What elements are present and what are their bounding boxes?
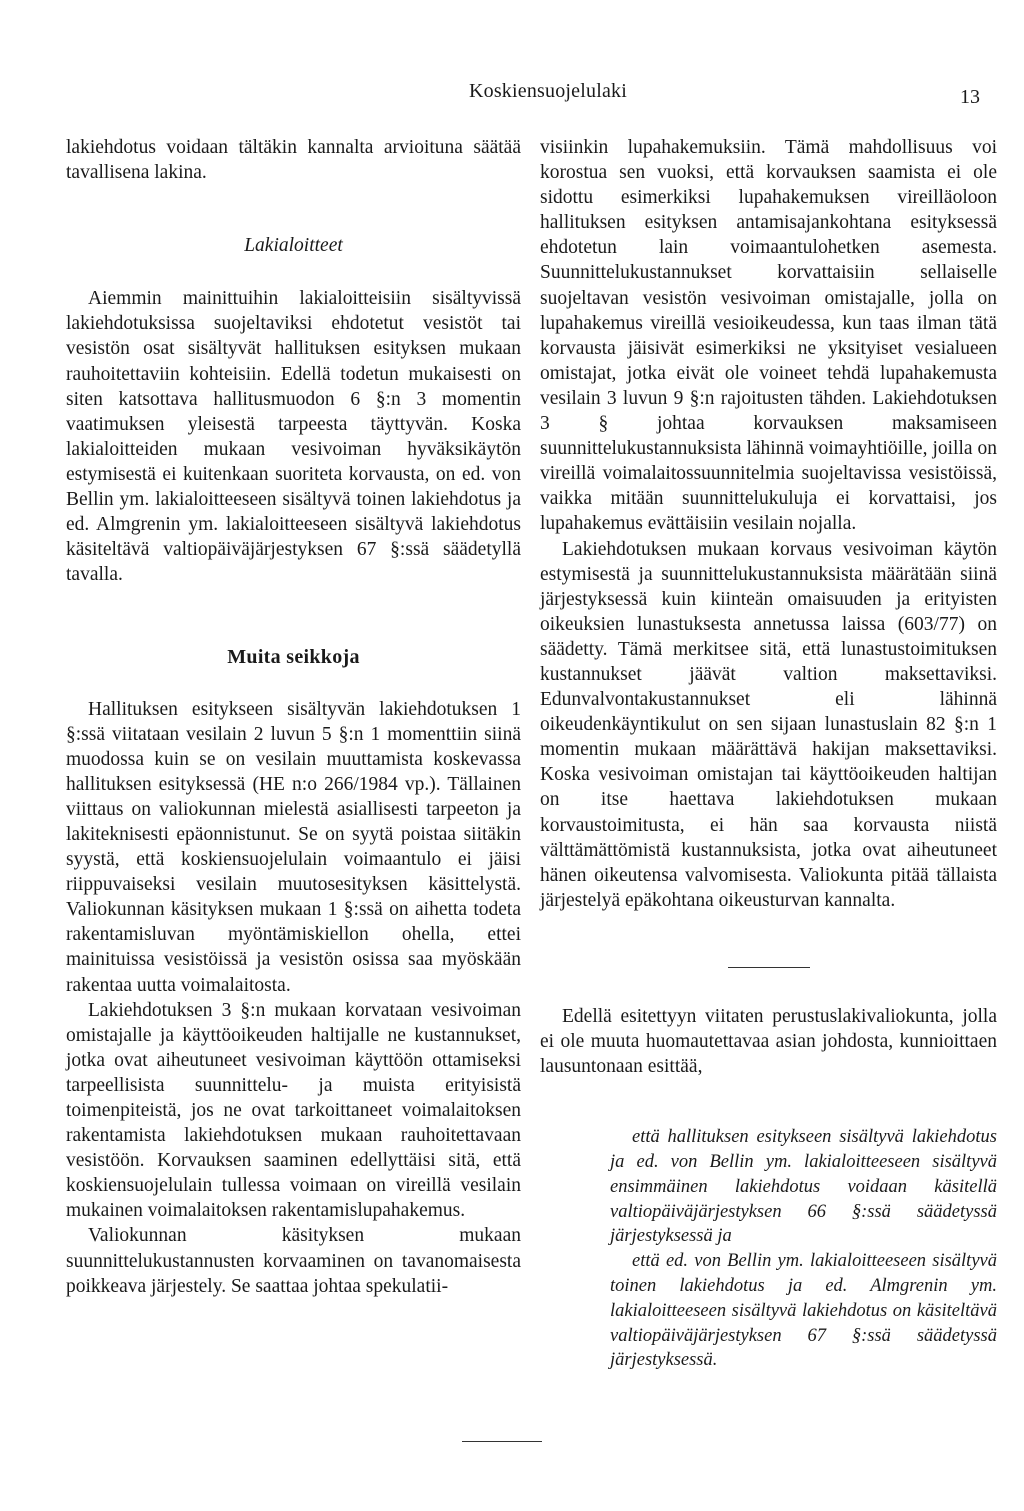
compensation-paragraph: Lakiehdotuksen mukaan korvaus vesivoiman käytön estymisestä ja suunnittelukustannuksista määrätään siinä järjestyksessä kuin kiinteän omaisuuden ja erityisten oikeuksien lunastuksesta annetussa laissa (603/77) on säädetty. Tämä merkitsee sitä, että lunastustoimituksen kustannukset jäävät valtion maksettaviksi. Edunvalvontakustannukset eli lähinnä oikeudenkäyntikulut on sen sijaan lunastuslain 82 §:n 1 momentin mukaan määrättävä hakijan maksettaviksi. Koska vesivoiman omistajan tai käyttöoikeuden haltijan on itse haettava lakiehdotuksen mukaan korvaustoimitusta, ei hän saa korvausta niistä välttämättömistä kustannuksista, jotka ovat aiheutuneet hänen oikeutensa valvomisesta. Valiokunta pitää tällaista järjestelyä epäkohtana oikeusturvan kannalta. <box>540 538 997 911</box>
opening-paragraph: lakiehdotus voidaan tältäkin kannalta arvioituna säätää tavallisena lakina. <box>66 137 521 184</box>
initiatives-paragraph: Aiemmin mainittuihin lakialoitteisiin sisältyvissä lakiehdotuksissa suojeltaviksi ehdotetut vesistöt tai vesistön osat sisältyvät hallituksen esityksen mukaan rauhoitettaviin kohteisiin. Edellä todetun mukaisesti on siten katsottava hallitusmuodon 6 §:n 3 momentin vaatimuksen yleisestä tarpeesta täyttyvän. Koska lakialoitteiden mukaan vesivoiman hyväksikäytön estymisestä ei kuitenkaan suoriteta korvausta, on ed. von Bellin ym. lakialoitteeseen sisältyvä toinen lakiehdotus ja ed. Almgrenin ym. lakialoitteeseen sisältyvä lakiehdotus käsiteltävä valtiopäiväjärjestyksen 67 §:ssä säädetyllä tavalla. <box>66 288 521 586</box>
proposal-item: että hallituksen esitykseen sisältyvä lakiehdotus ja ed. von Bellin ym. lakialoitteeseen sisältyvä ensimmäinen lakiehdotus voidaan käsitellä valtiopäiväjärjestyksen 66 §:ssä säädetyssä järjestyksessä ja <box>610 1127 997 1247</box>
conclusion-paragraph: Edellä esitettyyn viitaten perustuslakivaliokunta, jolla ei ole muuta huomautettavaa asian johdosta, kunnioittaen lausuntonaan esittää, <box>540 1005 997 1078</box>
body-paragraph: Valiokunnan käsityksen mukaan suunnittelukustannusten korvaaminen on tavanomaisesta poikkeava järjestely. Se saattaa johtaa spekulatii- <box>66 1225 521 1297</box>
section-divider <box>728 967 810 968</box>
proposal-block <box>610 1125 997 1373</box>
section-heading-lakialoitteet: Lakialoitteet <box>244 235 343 257</box>
section-heading-muita-seikkoja: Muita seikkoja <box>227 646 360 669</box>
body-paragraph: Hallituksen esitykseen sisältyvän lakiehdotuksen 1 §:ssä viitataan vesilain 2 luvun 5 §:n 1 momenttiin siinä muodossa kuin se on vesilain muuttamista koskevassa hallituksen esityksessä (HE n:o 266/1984 vp.). Tällainen viittaus on valiokunnan mielestä asiallisesti tarpeeton ja lakiteknisesti epäonnistunut. Se on syytä poistaa siitäkin syystä, että koskiensuojelulain voimaantulo ei jäisi riippuvaiseksi vesilain muutosesityksen käsittelystä. Valiokunnan käsityksen mukaan 1 §:ssä on aihetta todeta rakentamisluvan myöntämiskiellon ohella, ettei mainituissa vesistöissä ja vesistön osissa saa myöskään rakentaa uutta voimalaitosta. <box>66 698 521 996</box>
page-number: 13 <box>960 86 980 108</box>
left-column <box>66 135 521 1299</box>
right-column <box>540 135 997 1373</box>
proposal-item: että ed. von Bellin ym. lakialoitteeseen sisältyvä toinen lakiehdotus ja ed. Almgrenin ym. lakialoitteeseen sisältyvä lakiehdotus on käsiteltävä valtiopäiväjärjestyksen 67 §:ssä säädetyssä järjestyksessä. <box>610 1251 997 1371</box>
bottom-divider <box>462 1441 542 1442</box>
body-paragraph: Lakiehdotuksen 3 §:n mukaan korvataan vesivoiman omistajalle ja käyttöoikeuden haltijalle ne kustannukset, jotka ovat aiheutuneet vesivoiman käyttöön ottamiseksi tarpeellisista suunnittelu- ja muista erityisistä toimenpiteistä, jos ne ovat tarkoittaneet voimalaitoksen rakentamista lakiehdotuksen mukaan rauhoitettavaan vesistöön. Korvauksen saaminen edellyttäisi sitä, että koskiensuojelulain tullessa voimaan on vireillä vesilain mukainen voimalaitoksen rakentamislupahakemus. <box>66 999 521 1222</box>
running-title: Koskiensuojelulaki <box>468 80 628 102</box>
continuation-paragraph: visiinkin lupahakemuksiin. Tämä mahdollisuus voi korostua sen vuoksi, että korvauksen saamista ei ole sidottu esimerkiksi lupahakemuksen vireilläoloon hallituksen esityksen antamisajankohtana esityksessä ehdotetun lain voimaantulohetken asemesta. Suunnittelukustannukset korvattaisiin sellaiselle suojeltavan vesistön vesivoiman omistajalle, jolla on lupahakemus vireillä vesioikeudessa, kun taas ilman tätä korvausta jäisivät esimerkiksi ne yksityiset vesialueen omistajat, jotka eivät ole voineet tehdä lupahakemusta vesilain 3 luvun 9 §:n rajoitusten tähden. Lakiehdotuksen 3 § johtaa korvauksen maksamiseen suunnittelukustannuksista lähinnä voimayhtiöille, joilla on vireillä voimalaitossuunnitelmia suojeltavissa vesistöissä, vaikka mitään suunnittelukuluja ei korvattaisi, jos lupahakemus evättäisiin vesilain nojalla. <box>540 137 997 535</box>
